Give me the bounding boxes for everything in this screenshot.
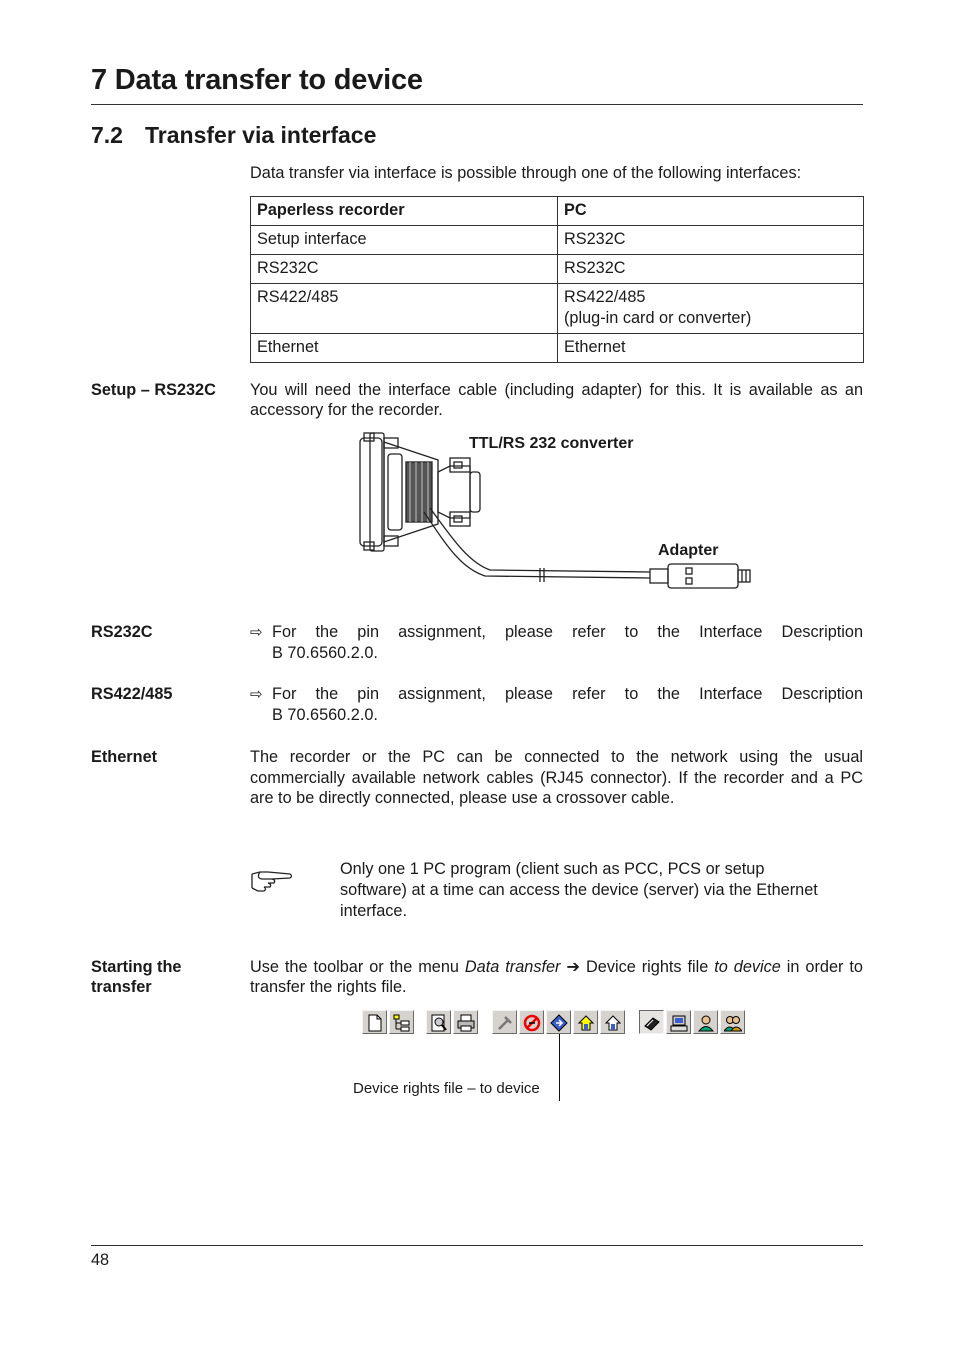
upload-icon[interactable] [573, 1010, 598, 1034]
table-cell-note: (plug-in card or converter) [564, 309, 752, 327]
table-cell [558, 284, 864, 334]
table-cell: RS232C [558, 255, 864, 284]
note-text: Only one 1 PC program (client such as PCC, PCS or setup software) at a time can access the device (server) via the Ethernet interface. [340, 860, 818, 920]
table-row [251, 334, 864, 363]
section-number: 7.2 [91, 122, 123, 148]
table-row [251, 284, 864, 334]
table-header-row [251, 197, 864, 226]
menu-arrow-icon: ➔ [560, 958, 587, 976]
print-icon[interactable] [453, 1010, 478, 1034]
rs422-text-line1: For the pin assignment, please refer to the Interface Description [272, 685, 863, 703]
setup-rs232c-label: Setup – RS232C [91, 381, 216, 399]
intro-text: Data transfer via interface is possible through one of the following interfaces: [250, 164, 802, 182]
rs232c-text-line1: For the pin assignment, please refer to the Interface Description [272, 623, 863, 641]
table-row [251, 226, 864, 255]
rs232c-label: RS232C [91, 623, 153, 641]
footer-rule [91, 1245, 863, 1246]
section-heading: Transfer via interface [145, 122, 377, 148]
table-cell: Setup interface [251, 226, 558, 255]
section-title [91, 122, 376, 149]
starting-label-line1: Starting the [91, 958, 182, 976]
callout-line [559, 1034, 560, 1101]
new-file-icon[interactable] [362, 1010, 387, 1034]
user-icon[interactable] [693, 1010, 718, 1034]
table-cell: Ethernet [558, 334, 864, 363]
rs232c-text-line2: B 70.6560.2.0. [272, 644, 378, 662]
rs232c-bullet [250, 622, 863, 664]
users-icon[interactable] [720, 1010, 745, 1034]
toolbar-caption: Device rights file – to device [353, 1080, 540, 1097]
setup-rs232c-text: You will need the interface cable (including adapter) for this. It is available as an accessory for the recorder. [250, 381, 863, 419]
page-number: 48 [91, 1251, 110, 1269]
rs422-text-line2: B 70.6560.2.0. [272, 706, 378, 724]
connect-icon[interactable] [492, 1010, 517, 1034]
starting-text [250, 957, 863, 997]
table-cell: RS232C [251, 255, 558, 284]
table-row [251, 255, 864, 284]
table-cell-line: RS422/485 [564, 288, 646, 306]
interface-table [250, 196, 864, 363]
table-cell: RS232C [558, 226, 864, 255]
print-preview-icon[interactable] [426, 1010, 451, 1034]
computer-icon[interactable] [666, 1010, 691, 1034]
starting-text-part: Device rights file [586, 958, 715, 976]
rs422-bullet [250, 684, 863, 726]
table-cell: RS422/485 [251, 284, 558, 334]
table-header-recorder: Paperless recorder [251, 197, 558, 226]
starting-label [91, 957, 181, 997]
ethernet-text: The recorder or the PC can be connected to the network using the usual commercially available network cables (RJ45 connector). If the recorder and a PC are to be directly connected, please use a crossover cable. [250, 748, 863, 807]
toolbar [362, 1010, 752, 1034]
header-rule [91, 104, 863, 105]
table-header-pc: PC [558, 197, 864, 226]
disconnect-icon[interactable] [519, 1010, 544, 1034]
starting-text-part: in order to transfer the rights file. [250, 958, 863, 996]
arrow-right-icon: ⇨ [250, 686, 263, 703]
arrow-right-icon: ⇨ [250, 624, 263, 641]
download-icon[interactable] [600, 1010, 625, 1034]
adapter-label: Adapter [658, 542, 719, 559]
menu-item-to-device: to device [714, 958, 781, 976]
plug-in-card-icon[interactable] [639, 1010, 664, 1034]
menu-name-data-transfer: Data transfer [464, 958, 561, 976]
device-rights-to-device-icon[interactable] [546, 1010, 571, 1034]
table-cell: Ethernet [251, 334, 558, 363]
starting-label-line2: transfer [91, 978, 152, 996]
rs422-label: RS422/485 [91, 685, 173, 703]
converter-label: TTL/RS 232 converter [469, 435, 634, 452]
pointing-hand-icon [250, 868, 294, 894]
tree-view-icon[interactable] [389, 1010, 414, 1034]
starting-text-part: Use the toolbar or the menu [250, 958, 465, 976]
ethernet-label: Ethernet [91, 748, 158, 766]
chapter-title: 7 Data transfer to device [91, 64, 423, 96]
